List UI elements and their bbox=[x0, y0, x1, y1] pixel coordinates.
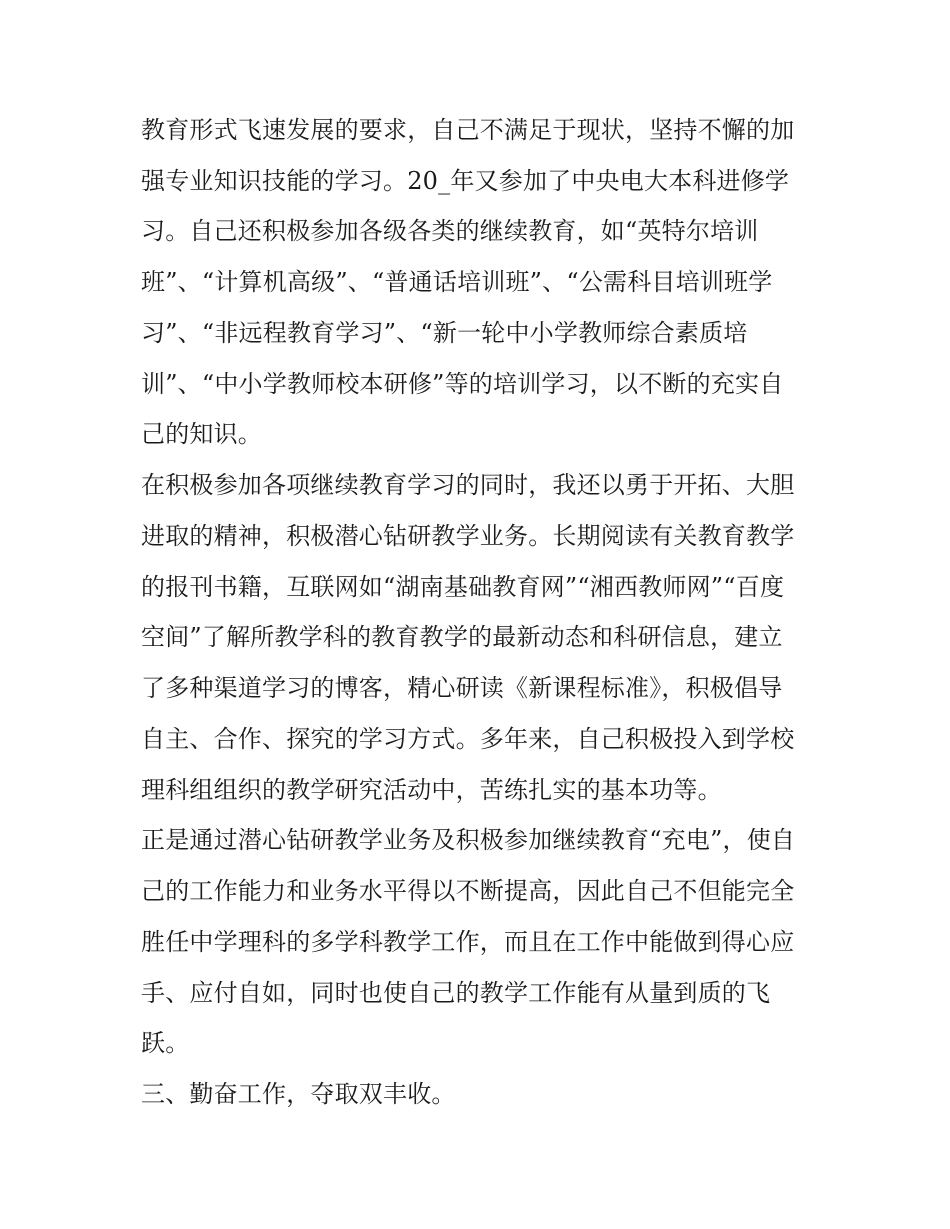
text-line: 正是通过潜心钻研教学业务及积极参加继续教育“充电”，使自 bbox=[141, 826, 796, 854]
text-line: 进取的精神，积极潜心钻研教学业务。长期阅读有关教育教学 bbox=[141, 522, 795, 550]
text-line: 三、勤奋工作，夺取双丰收。 bbox=[141, 1080, 456, 1108]
text-line: 强专业知识技能的学习。20_年又参加了中央电大本科进修学 bbox=[141, 167, 790, 195]
text-line: 跃。 bbox=[141, 1029, 190, 1057]
text-line: 手、应付自如，同时也使自己的教学工作能有从量到质的飞 bbox=[141, 979, 771, 1007]
text-line: 训”、“中小学教师校本研修”等的培训学习，以不断的充实自 bbox=[141, 370, 784, 398]
text-line: 己的工作能力和业务水平得以不断提高，因此自己不但能完全 bbox=[141, 877, 795, 905]
text-line: 习”、“非远程教育学习”、“新一轮中小学教师综合素质培 bbox=[141, 319, 748, 347]
text-line: 空间”了解所教学科的教育教学的最新动态和科研信息，建立 bbox=[141, 623, 783, 651]
text-line: 了多种渠道学习的博客，精心研读《新课程标准》，积极倡导 bbox=[141, 674, 783, 702]
text-line: 己的知识。 bbox=[141, 420, 262, 448]
text-line: 习。自己还积极参加各级各类的继续教育，如“英特尔培训 bbox=[141, 217, 759, 245]
text-line: 班”、“计算机高级”、“普通话培训班”、“公需科目培训班学 bbox=[141, 268, 773, 296]
text-line: 胜任中学理科的多学科教学工作，而且在工作中能做到得心应 bbox=[141, 928, 795, 956]
text-line: 教育形式飞速发展的要求，自己不满足于现状，坚持不懈的加 bbox=[141, 116, 795, 144]
text-line: 在积极参加各项继续教育学习的同时，我还以勇于开拓、大胆 bbox=[141, 471, 795, 499]
text-line: 自主、合作、探究的学习方式。多年来，自己积极投入到学校 bbox=[141, 725, 795, 753]
text-line: 理科组组织的教学研究活动中，苦练扎实的基本功等。 bbox=[141, 776, 722, 804]
text-line: 的报刊书籍，互联网如“湖南基础教育网”“湘西教师网”“百度 bbox=[141, 573, 785, 601]
